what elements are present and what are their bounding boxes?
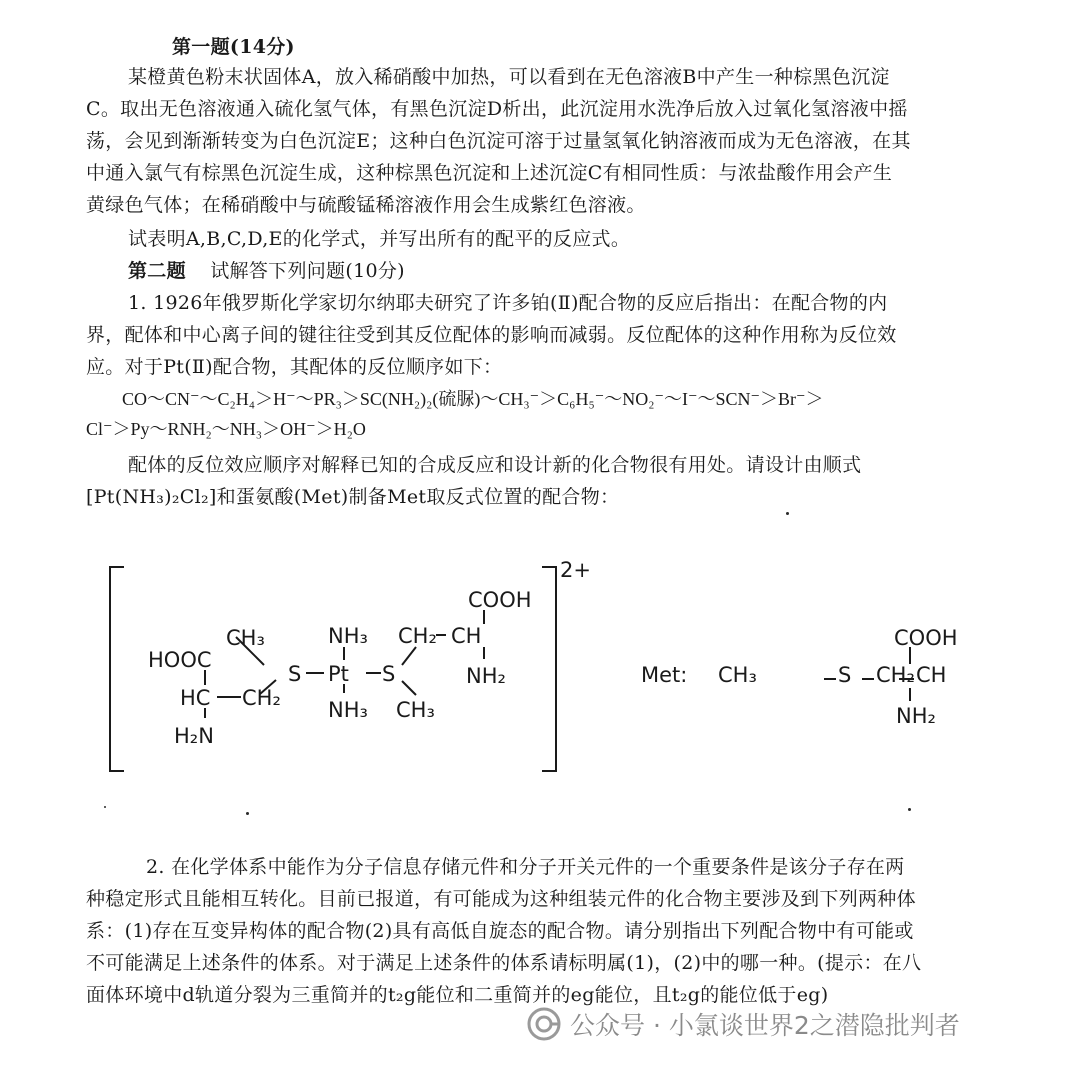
q2-p3-line-1: 2. 在化学体系中能作为分子信息存储元件和分子开关元件的一个重要条件是该分子存在两: [146, 856, 905, 878]
watermark-text: 公众号 · 小氯谈世界2之潜隐批判者: [570, 1011, 960, 1040]
complex-structure-svg: [96, 555, 996, 785]
q2-heading: [128, 256, 980, 286]
q2-title: 第二题: [128, 260, 186, 282]
q2-p1-line-2: 界，配体和中心离子间的键往往受到其反位配体的影响而减弱。反位配体的这种作用称为反位效: [86, 324, 897, 346]
q2-p2-line-2: [Pt(NH₃)₂Cl₂]和蛋氨酸(Met)制备Met取反式位置的配合物：: [86, 486, 620, 508]
complex-charge: 2+: [560, 558, 591, 582]
platinum: Pt: [328, 662, 349, 686]
q2-p1-line-1: 1. 1926年俄罗斯化学家切尔纳耶夫研究了许多铂(Ⅱ)配合物的反应后指出：在配合物的内: [128, 292, 888, 314]
q1-line-3: 荡，会见到渐渐转变为白色沉淀E；这种白色沉淀可溶于过量氢氧化钠溶液而成为无色溶液，在其: [86, 130, 911, 152]
cooh-right: COOH: [468, 588, 532, 612]
nh2-right: NH₂: [466, 664, 506, 688]
q1-request: 试表明A,B,C,D,E的化学式，并写出所有的配平的反应式。: [128, 228, 631, 250]
met-ch2: CH₂: [876, 663, 915, 687]
q2-p3-line-5: 面体环境中d轨道分裂为三重简并的t₂g能位和二重简并的eg能位，且t₂g的能位低于eg): [86, 984, 829, 1006]
met-ch: CH: [916, 663, 947, 687]
q2-p3-line-4: 不可能满足上述条件的体系。对于满足上述条件的体系请标明属(1)，(2)中的哪一种。(提示：在八: [86, 952, 922, 974]
ch2-left: CH₂: [242, 686, 281, 710]
complex-structure: [96, 555, 996, 785]
scan-speck: [908, 808, 911, 811]
sulfur-left: S: [288, 662, 302, 686]
met-ch3: CH₃: [718, 663, 757, 687]
wechat-official-account-icon: [526, 1006, 562, 1042]
right-bracket: [542, 567, 556, 771]
met-cooh: COOH: [894, 626, 958, 650]
q1-line-1: 某橙黄色粉末状固体A，放入稀硝酸中加热，可以看到在无色溶液B中产生一种棕黑色沉淀: [128, 66, 890, 88]
q1-line-4: 中通入氯气有棕黑色沉淀生成，这种棕黑色沉淀和上述沉淀C有相同性质：与浓盐酸作用会产生: [86, 162, 893, 184]
scan-speck: [786, 512, 789, 515]
trans-series-line-2: Cl⁻＞Py～RNH₂～NH₃＞OH⁻＞H₂O: [86, 419, 366, 439]
met-sulfur: S: [838, 663, 852, 687]
sulfur-right: S: [382, 662, 396, 686]
ch-right: CH: [451, 624, 482, 648]
q2-subtitle: 试解答下列问题(10分): [210, 260, 405, 282]
scan-speck: [104, 806, 106, 808]
ch2-right: CH₂: [398, 624, 437, 648]
h2n-left: H₂N: [174, 724, 214, 748]
scan-speck: [246, 812, 249, 815]
q2-p2-line-1: 配体的反位效应顺序对解释已知的合成反应和设计新的化合物很有用处。请设计由顺式: [128, 454, 862, 476]
ch3-right: CH₃: [396, 698, 435, 722]
left-bracket: [110, 567, 124, 771]
watermark: [526, 1004, 960, 1044]
trans-series-line-1: CO～CN⁻～C₂H₄＞H⁻～PR₃＞SC(NH₂)₂(硫脲)～CH₃⁻＞C₆H₅⁻～NO₂⁻～I⁻～SCN⁻＞Br⁻＞: [122, 389, 824, 409]
hc-left: HC: [180, 686, 211, 710]
nh3-top: NH₃: [328, 624, 368, 648]
q2-p1-line-3: 应。对于Pt(Ⅱ)配合物，其配体的反位顺序如下：: [86, 356, 503, 378]
q1-title: 第一题(14分): [172, 36, 295, 58]
q2-p3-line-2: 种稳定形式且能相互转化。目前已报道，有可能成为这种组装元件的化合物主要涉及到下列两种体: [86, 888, 916, 910]
met-nh2: NH₂: [896, 704, 936, 728]
q2-p3-line-3: 系：(1)存在互变异构体的配合物(2)具有高低自旋态的配合物。请分别指出下列配合物中有可能或: [86, 920, 914, 942]
met-label: Met:: [641, 663, 688, 687]
q1-line-5: 黄绿色气体；在稀硝酸中与硫酸锰稀溶液作用会生成紫红色溶液。: [86, 194, 646, 216]
hooc-left: HOOC: [148, 648, 212, 672]
ch3-left: CH₃: [226, 626, 265, 650]
nh3-bottom: NH₃: [328, 698, 368, 722]
q1-line-2: C。取出无色溶液通入硫化氢气体，有黑色沉淀D析出，此沉淀用水洗净后放入过氧化氢溶液中摇: [86, 98, 908, 120]
